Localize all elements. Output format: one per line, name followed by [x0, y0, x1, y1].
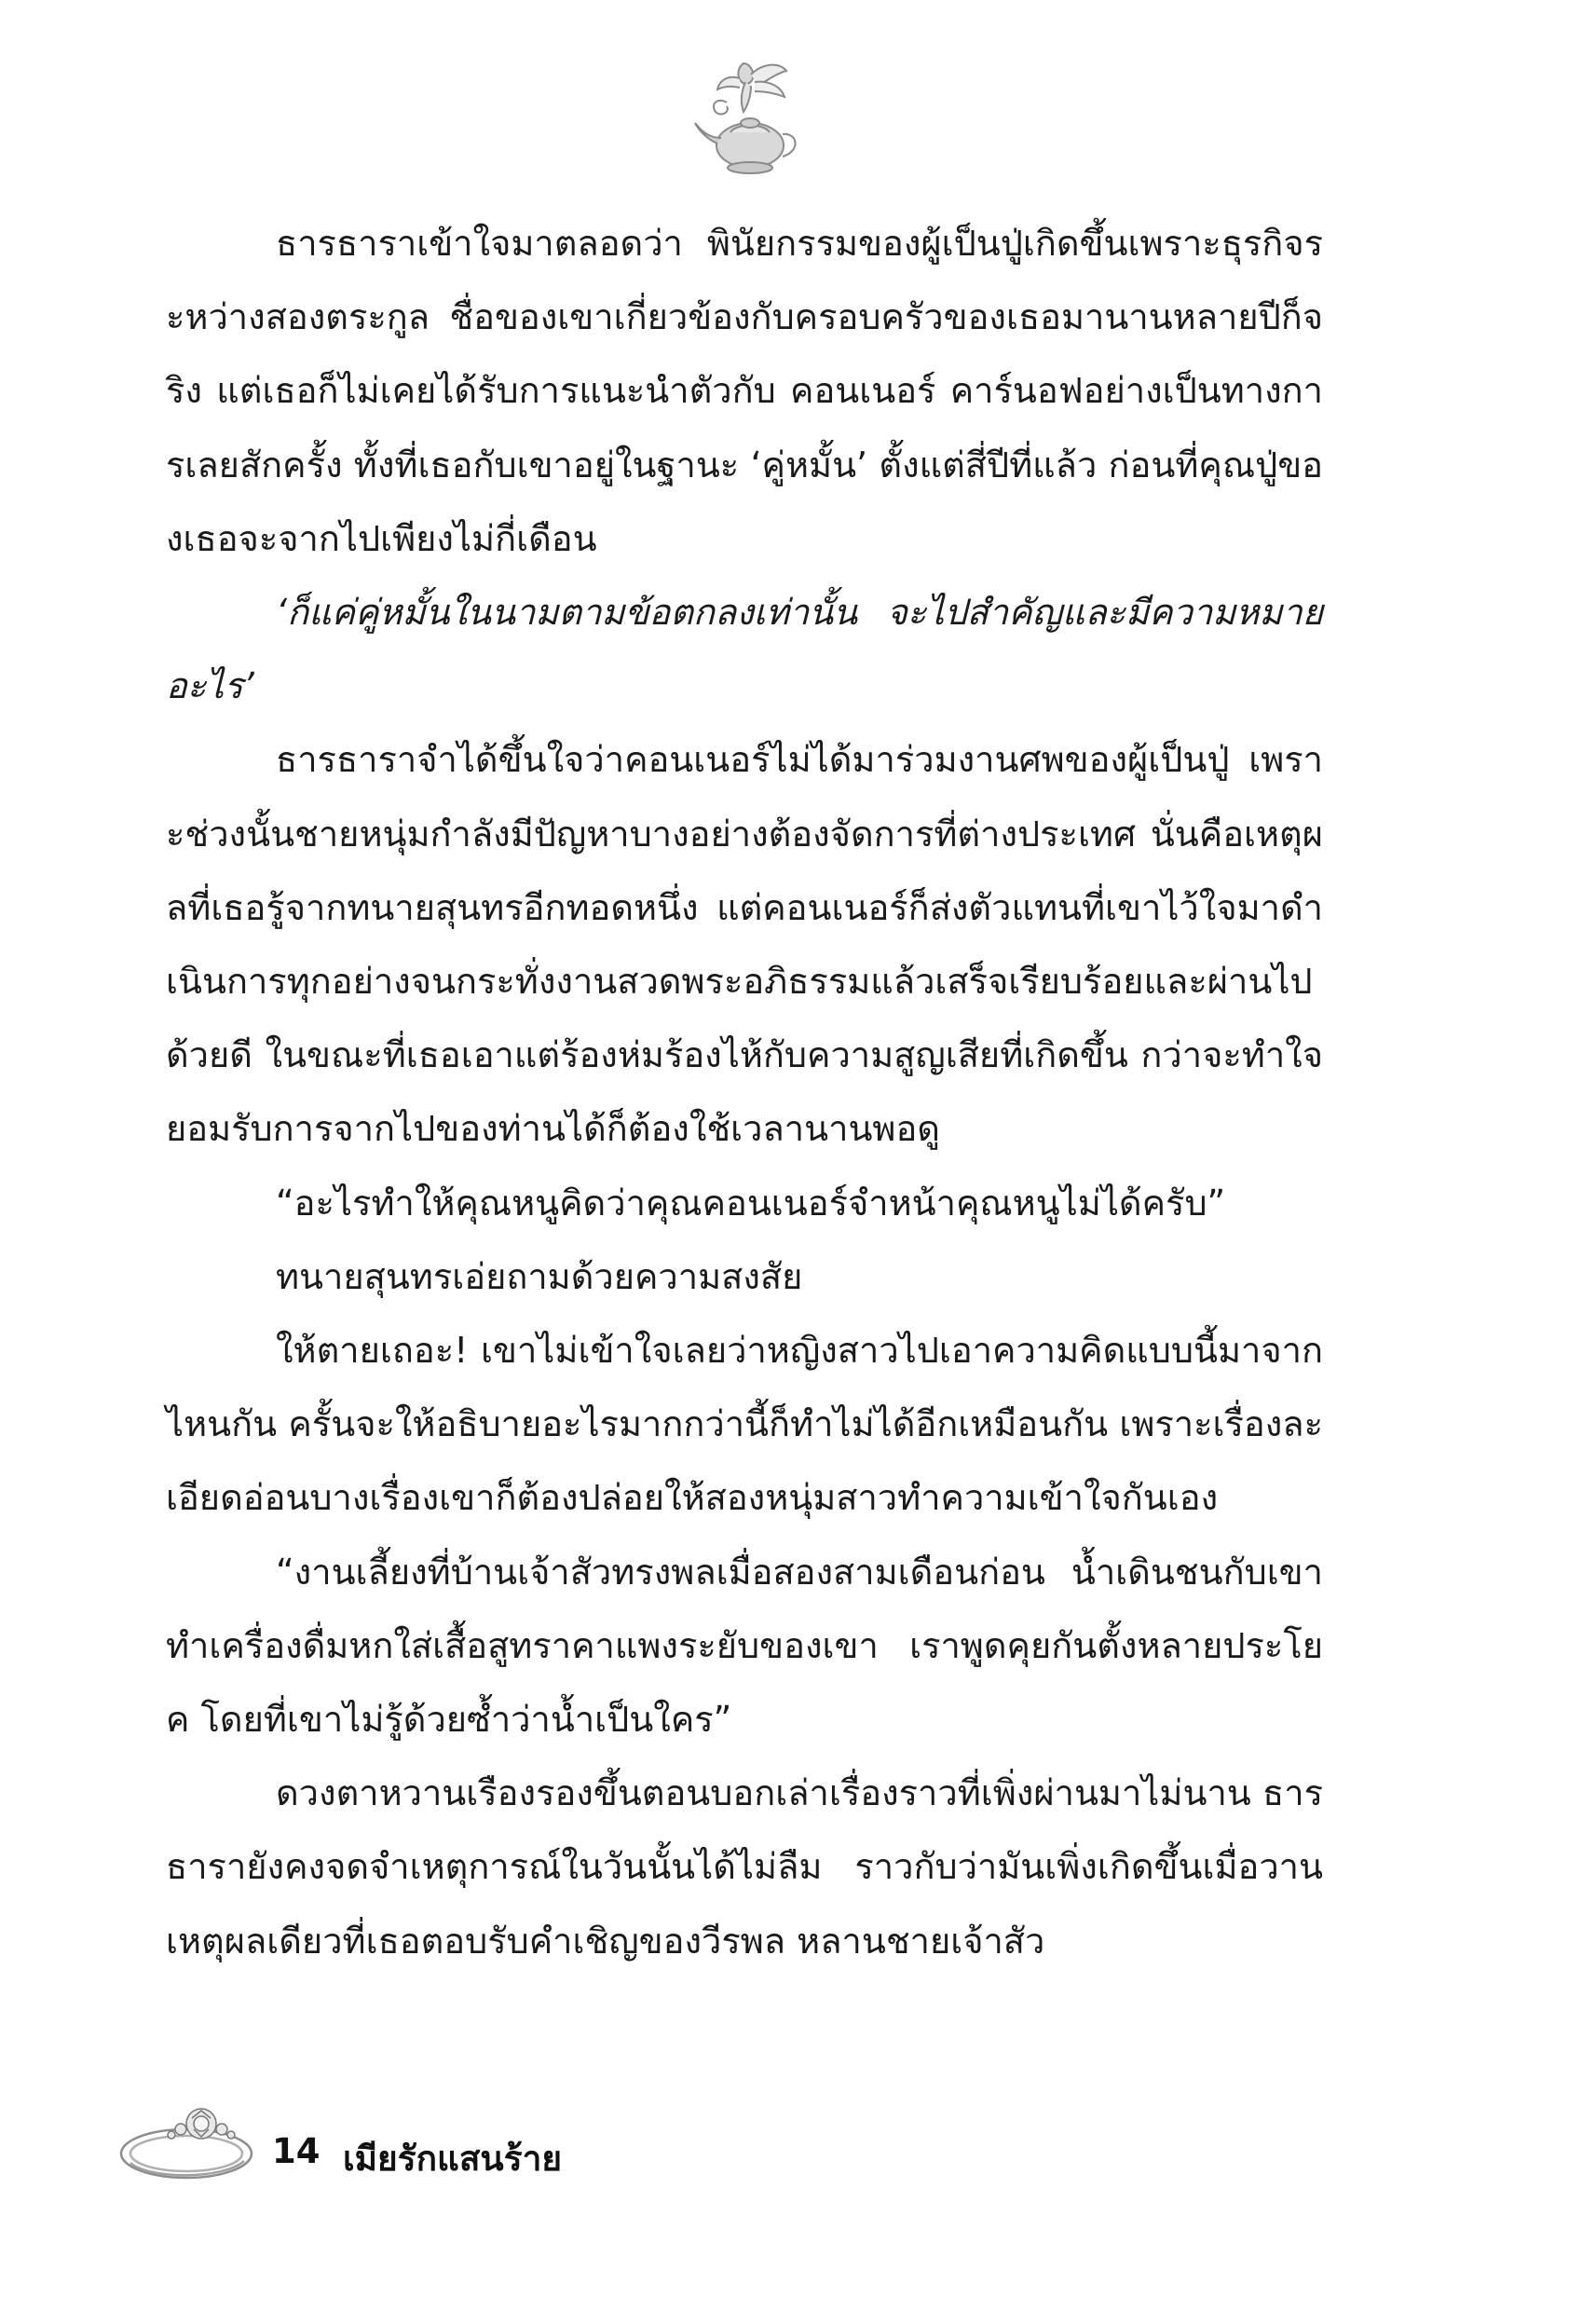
page-number: 14	[272, 2131, 321, 2171]
paragraph-3: ธารธาราจำได้ขึ้นใจว่าคอนเนอร์ไม่ได้มาร่วมงานศพของผู้เป็นปู่ เพราะช่วงนั้นชายหนุ่มกำลังมีปัญหาบางอย่างต้องจัดการที่ต่างประเทศ นั่นคือเหตุผลที่เธอรู้จากทนายสุนทรอีกทอดหนึ่ง แต่คอนเนอร์ก็ส่งตัวแทนที่เขาไว้ใจมาดำเนินการทุกอย่างจนกระทั่งงานสวดพระอภิธรรมแล้วเสร็จเรียบร้อยและผ่านไปด้วยดี ในขณะที่เธอเอาแต่ร้องห่มร้องไห้กับความสูญเสียที่เกิดขึ้น กว่าจะทำใจยอมรับการจากไปของท่านได้ก็ต้องใช้เวลานานพอดู	[166, 739, 1323, 1150]
page-footer	[112, 2092, 764, 2195]
paragraph-4: “อะไรทำให้คุณหนูคิดว่าคุณคอนเนอร์จำหน้าคุณหนูไม่ได้ครับ”	[276, 1182, 1226, 1224]
paragraph-8: ดวงตาหวานเรืองรองขึ้นตอนบอกเล่าเรื่องราวที่เพิ่งผ่านมาไม่นาน ธารธารายังคงจดจำเหตุการณ์ในวันนั้นได้ไม่ลืม ราวกับว่ามันเพิ่งเกิดขึ้นเมื่อวาน เหตุผลเดียวที่เธอตอบรับคำเชิญของวีรพล หลานชายเจ้าสัว	[166, 1772, 1323, 1962]
teapot-fairy-icon	[689, 54, 811, 194]
paragraph-1: ธารธาราเข้าใจมาตลอดว่า พินัยกรรมของผู้เป็นปู่เกิดขึ้นเพราะธุรกิจระหว่างสองตระกูล ชื่อของเขาเกี่ยวข้องกับครอบครัวของเธอมานานหลายปีก็จริง แต่เธอก็ไม่เคยได้รับการแนะนำตัวกับ คอนเนอร์ คาร์นอฟอย่างเป็นทางการเลยสักครั้ง ทั้งที่เธอกับเขาอยู่ในฐานะ ‘คู่หมั้น’ ตั้งแต่สี่ปีที่แล้ว ก่อนที่คุณปู่ของเธอจะจากไปเพียงไม่กี่เดือน	[166, 223, 1323, 559]
paragraph-5: ทนายสุนทรเอ่ยถามด้วยความสงสัย	[276, 1255, 803, 1297]
paragraph-6: ให้ตายเถอะ! เขาไม่เข้าใจเลยว่าหญิงสาวไปเอาความคิดแบบนี้มาจากไหนกัน ครั้นจะให้อธิบายอะไรมากกว่านี้ก็ทำไม่ได้อีกเหมือนกัน เพราะเรื่องละเอียดอ่อนบางเรื่องเขาก็ต้องปล่อยให้สองหนุ่มสาวทำความเข้าใจกันเอง	[166, 1330, 1323, 1519]
body-text	[166, 207, 1323, 1978]
book-title: เมียรักแสนร้าย	[343, 2139, 563, 2179]
paragraph-2: ‘ก็แค่คู่หมั้นในนามตามข้อตกลงเท่านั้น จะไปสำคัญและมีความหมายอะไร’	[166, 592, 1323, 707]
diamond-ring-icon	[112, 2092, 280, 2195]
paragraph-7: “งานเลี้ยงที่บ้านเจ้าสัวทรงพลเมื่อสองสามเดือนก่อน น้ำเดินชนกับเขา ทำเครื่องดื่มหกใส่เสื้อสูทราคาแพงระยับของเขา เราพูดคุยกันตั้งหลายประโยค โดยที่เขาไม่รู้ด้วยซ้ำว่าน้ำเป็นใคร”	[166, 1551, 1323, 1741]
